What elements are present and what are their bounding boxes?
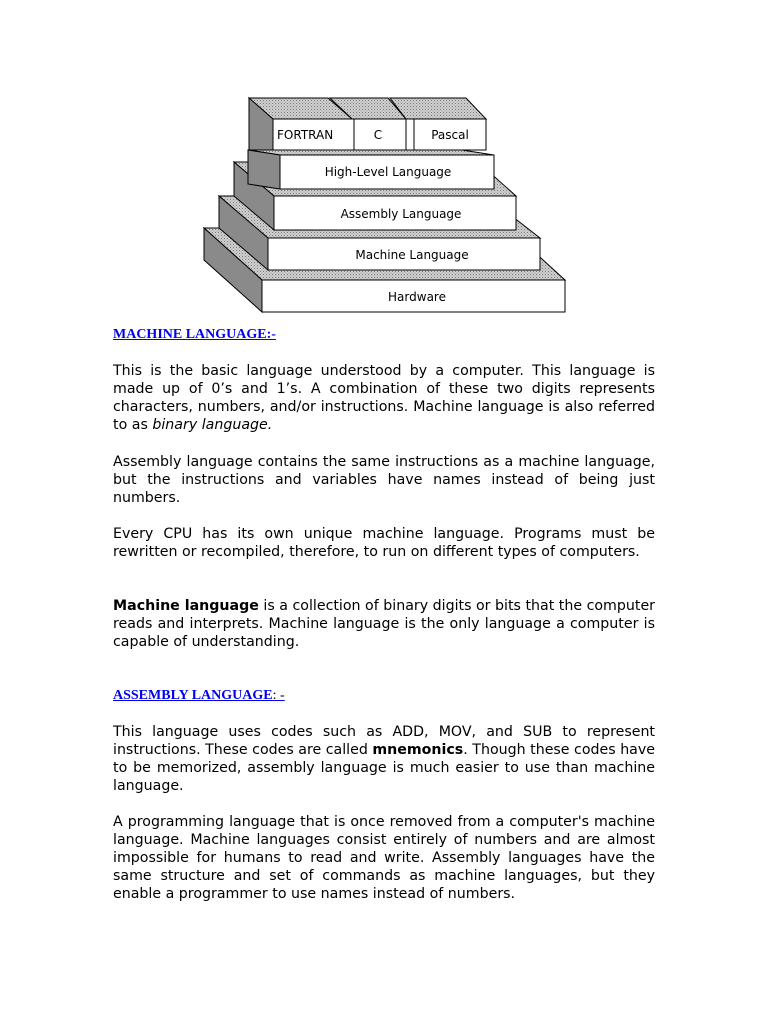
language-hierarchy-diagram [200,94,570,316]
layer-label-machine: Machine Language [355,248,469,262]
machine-language-term: Machine language [113,598,259,614]
layer-label-assembly: Assembly Language [340,207,462,221]
machine-paragraph-2 [113,453,655,507]
assembly-paragraph-1 [113,723,655,795]
machine-paragraph-4 [113,597,655,651]
machine-language-heading-text: MACHINE LANGUAGE:- [113,327,276,342]
assembly-language-heading-text: ASSEMBLY LANGUAGE [113,688,273,703]
layer-label-hardware: Hardware [388,290,446,304]
language-label-c: C [373,128,383,142]
assembly-heading-suffix: : - [272,688,285,703]
layer-label-high-level: High-Level Language [324,165,452,179]
machine-paragraph-1 [113,362,655,434]
machine-paragraph-1-text: This is the basic language understood by a computer. This language is made up of 0’s and 1’s. A combination of these two digits represents characters, numbers, and/or instructions. Machine language is also referred to as [113,363,655,434]
machine-paragraph-3 [113,525,655,561]
language-label-pascal: Pascal [431,128,469,142]
machine-paragraph-2-text: Assembly language contains the same instructions as a machine language, but the instructions and variables have names instead of being just numbers. [113,454,655,507]
machine-paragraph-4-text: is a collection of binary digits or bits that the computer reads and interprets. Machine language is the only language a computer is capable of understanding. [113,598,656,651]
machine-paragraph-3-text: Every CPU has its own unique machine language. Programs must be rewritten or recompiled, therefore, to run on different types of computers. [113,526,655,561]
assembly-paragraph-2-text: A programming language that is once removed from a computer's machine language. Machine languages consist entirely of numbers and are almost impossible for humans to read and write. Assembly languages have the same structure and set of commands as machine languages, but they enable a programmer to use names instead of numbers. [113,814,655,903]
assembly-paragraph-1-text: This language uses codes such as ADD, MOV, and SUB to represent instructions. These codes are called [113,724,655,759]
language-label-fortran: FORTRAN [277,128,334,142]
layer-high-level-language [248,150,494,189]
assembly-paragraph-1-rest: . Though these codes have to be memorized, assembly language is much easier to use than machine language. [113,742,656,795]
assembly-paragraph-2 [113,813,655,903]
machine-language-heading [113,327,276,343]
binary-language-term: binary language. [152,417,273,434]
assembly-language-heading [113,688,285,704]
mnemonics-term: mnemonics [372,742,464,759]
